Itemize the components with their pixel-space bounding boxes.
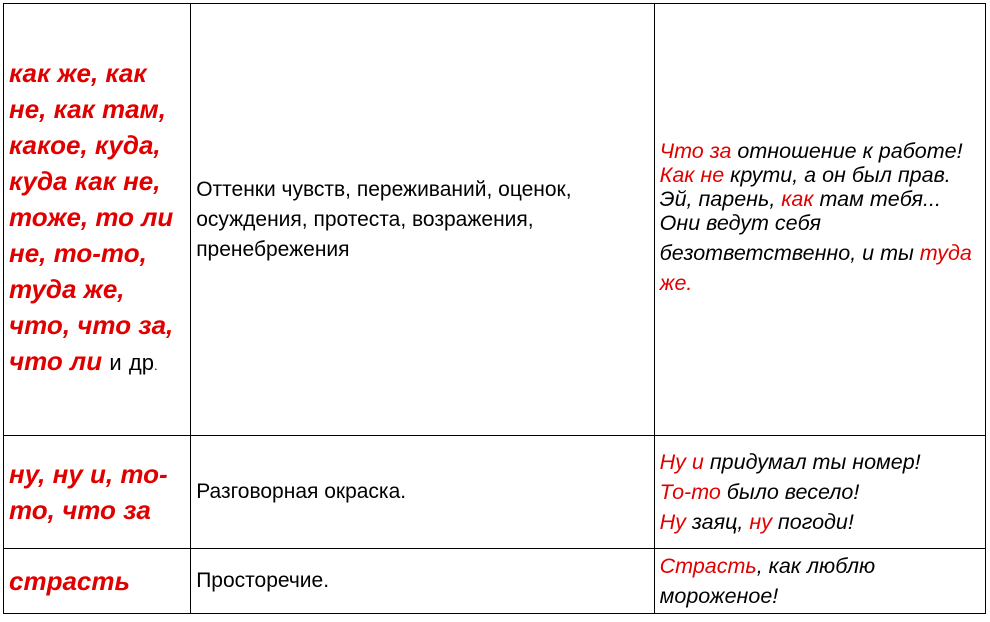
meaning-cell [191, 4, 654, 436]
example-black: Эй, парень, [659, 186, 782, 211]
example-black: , как люблю мороженое! [659, 554, 876, 608]
example-cell [654, 4, 985, 436]
phrase-red-text: как же, как не, как там, какое, куда, куда как не, тоже, то ли не, то-то, туда же, что, что за, что ли [9, 58, 174, 376]
phrase-tail-text-2: др [128, 350, 154, 375]
example-black: придумал ты номер! [703, 450, 921, 474]
example-black: заяц, [685, 510, 750, 534]
example-text [655, 447, 985, 477]
example-cell [654, 549, 985, 614]
example-text [655, 551, 985, 611]
example-red: Как не [659, 162, 725, 187]
table-row [4, 4, 986, 436]
meaning-text: Разговорная окраска. [196, 480, 407, 503]
example-red: туда же. [659, 240, 972, 295]
example-red: Ну и [659, 450, 704, 474]
example-black: крути, а он был прав. [724, 162, 951, 187]
phrase-cell [4, 436, 191, 549]
example-red: Что за [659, 138, 732, 163]
phrase-cell [4, 549, 191, 614]
example-text [655, 477, 985, 507]
example-red: ну [749, 510, 772, 534]
example-black: отношение к работе! [731, 138, 963, 163]
phrase-text [4, 55, 190, 384]
phrase-cell [4, 4, 191, 436]
example-black: там тебя... [813, 186, 941, 211]
phrase-red-text: ну, ну и, то-то, что за [9, 459, 168, 525]
meaning-text: Оттенки чувств, переживаний, оценок, осуждения, протеста, возражения, пренебрежения [196, 177, 572, 261]
example-red: Ну [659, 510, 686, 534]
particles-table [3, 3, 986, 614]
phrase-tail-text: и [109, 350, 122, 375]
example-black: Они ведут себя безответственно, и ты [659, 210, 920, 265]
example-cell [654, 436, 985, 549]
example-red: как [781, 186, 814, 211]
example-black: было весело! [720, 480, 860, 504]
phrase-red-text: страсть [9, 566, 130, 596]
meaning-cell [191, 549, 654, 614]
example-red: То-то [659, 480, 721, 504]
meaning-cell [191, 436, 654, 549]
table-row [4, 436, 986, 549]
example-red: Страсть [659, 554, 757, 578]
phrase-tail-dot: . [153, 358, 158, 373]
example-text [655, 208, 985, 298]
example-black: погоди! [771, 510, 854, 534]
meaning-text: Просторечие. [196, 569, 330, 592]
example-text [655, 507, 985, 537]
table-row [4, 549, 986, 614]
